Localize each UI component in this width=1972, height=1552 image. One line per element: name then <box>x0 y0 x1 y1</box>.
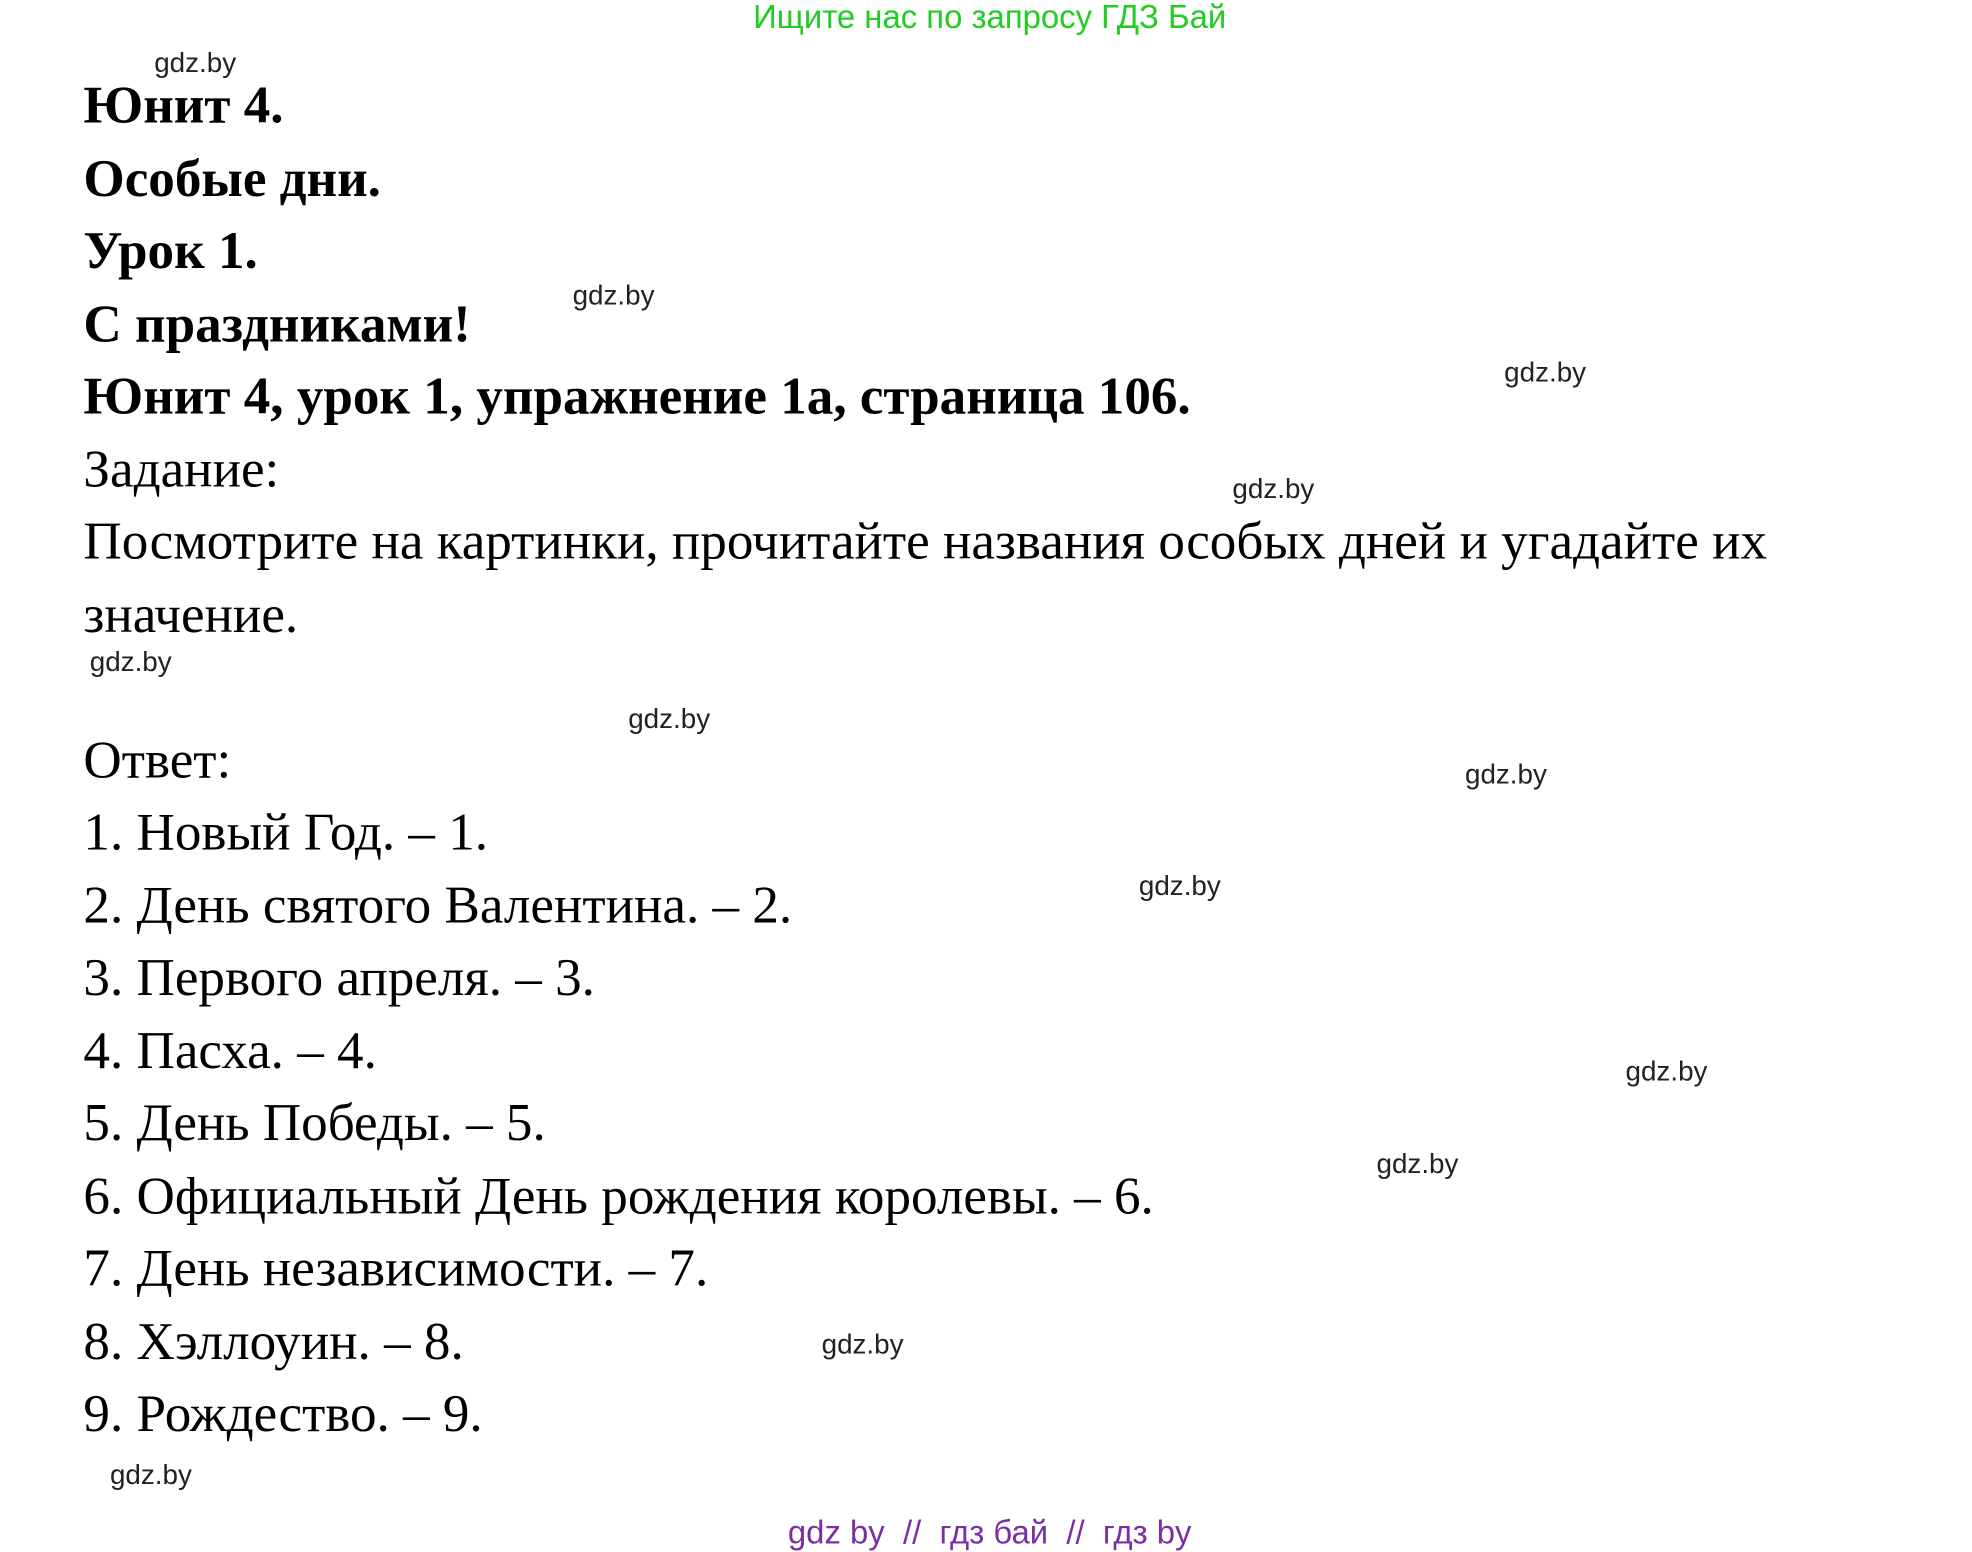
watermark: gdz.by <box>1376 1147 1459 1180</box>
watermark: gdz.by <box>821 1328 904 1361</box>
answer-item: 7. День независимости. – 7. <box>83 1239 709 1299</box>
watermark: gdz.by <box>1464 758 1547 791</box>
answer-label: Ответ: <box>83 731 232 790</box>
watermark: gdz.by <box>628 702 711 735</box>
unit-heading: Юнит 4. <box>83 77 284 136</box>
answer-item: 6. Официальный День рождения королевы. – 6. <box>83 1167 1154 1226</box>
answer-item: 3. Первого апреля. – 3. <box>83 949 595 1008</box>
footer-links[interactable]: gdz by // гдз бай // гдз by <box>787 1513 1192 1551</box>
answer-item: 4. Пасха. – 4. <box>83 1021 377 1081</box>
watermark: gdz.by <box>109 1458 192 1491</box>
watermark: gdz.by <box>1138 869 1221 902</box>
watermark: gdz.by <box>1232 472 1315 505</box>
answer-item: 1. Новый Год. – 1. <box>83 803 489 863</box>
document-body <box>83 71 1954 1452</box>
watermark: gdz.by <box>154 46 237 79</box>
task-label: Задание: <box>83 440 280 499</box>
lesson-title: С праздниками! <box>83 295 471 354</box>
task-text: Посмотрите на картинки, прочитайте названия особых дней и угадайте их значение. <box>83 513 1768 645</box>
answer-item: 5. День Победы. – 5. <box>83 1094 546 1153</box>
watermark: gdz.by <box>1625 1055 1708 1088</box>
lesson-heading: Урок 1. <box>83 222 258 281</box>
promo-banner[interactable]: Ищите нас по запросу ГДЗ Бай <box>753 0 1227 36</box>
watermark: gdz.by <box>89 645 172 678</box>
watermark: gdz.by <box>572 279 655 311</box>
watermark: gdz.by <box>1504 356 1587 389</box>
unit-subtitle: Особые дни. <box>83 149 381 208</box>
answer-item: 8. Хэллоуин. – 8. <box>83 1312 464 1371</box>
answer-item: 2. День святого Валентина. – 2. <box>83 876 793 935</box>
exercise-heading: Юнит 4, урок 1, упражнение 1а, страница 106. <box>83 367 1191 426</box>
spacer <box>83 652 1954 725</box>
answer-item: 9. Рождество. – 9. <box>83 1385 483 1444</box>
